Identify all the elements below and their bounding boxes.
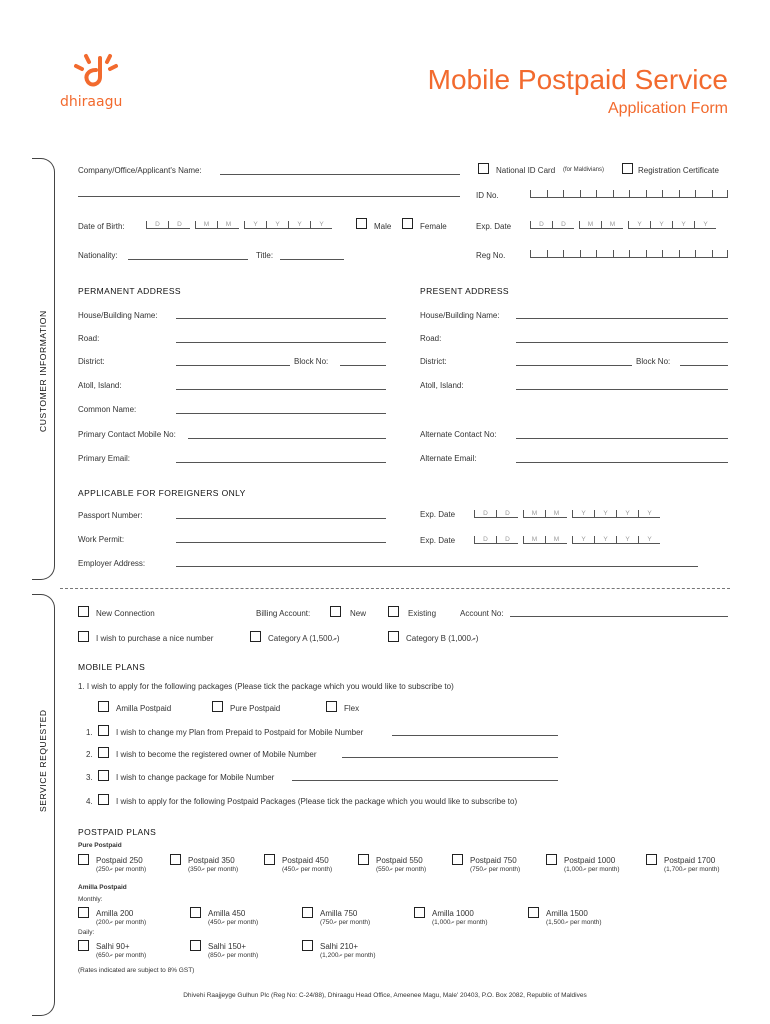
pure-plan-name-6: Postpaid 1000 [564, 856, 616, 865]
page-subtitle: Application Form [607, 100, 728, 117]
apply-postpaid-checkbox[interactable] [98, 794, 109, 805]
amilla-postpaid-label: Amilla Postpaid [116, 704, 172, 713]
postpaid-plans-heading: POSTPAID PLANS [78, 827, 157, 837]
pure-plan-price-1: (ރ250 per month) [96, 866, 147, 873]
primary-email-field[interactable] [176, 462, 386, 463]
primary-email-label: Primary Email: [78, 454, 131, 463]
daily-plan-checkbox-2[interactable] [190, 940, 201, 951]
pure-postpaid-subheading: Pure Postpaid [78, 842, 122, 849]
perm-house-field[interactable] [176, 318, 386, 319]
pure-postpaid-checkbox[interactable] [212, 701, 223, 712]
reg-no-boxes[interactable] [530, 250, 728, 258]
applicant-name-field[interactable] [220, 174, 460, 175]
prepaid-to-postpaid-checkbox[interactable] [98, 725, 109, 736]
registered-owner-checkbox[interactable] [98, 747, 109, 758]
id-no-label: ID No. [476, 191, 499, 200]
pure-plan-price-4: (ރ550 per month) [376, 866, 427, 873]
nationality-field[interactable] [128, 259, 248, 260]
billing-existing-label: Existing [408, 609, 437, 618]
pres-house-field[interactable] [516, 318, 728, 319]
category-b-checkbox[interactable] [388, 631, 399, 642]
amilla-plan-checkbox-4[interactable] [414, 907, 425, 918]
daily-plan-name-3: Salhi 210+ [320, 942, 359, 951]
pure-plan-price-3: (ރ450 per month) [282, 866, 333, 873]
pure-plan-price-7: (ރ1,700 per month) [664, 866, 720, 873]
registration-cert-checkbox[interactable] [622, 163, 633, 174]
pres-atoll-label: Atoll, Island: [420, 381, 464, 390]
perm-district-label: District: [78, 357, 105, 366]
logo-mark-icon [66, 50, 126, 96]
daily-plan-price-1: (ރ650 per month) [96, 952, 147, 959]
id-no-boxes[interactable] [530, 190, 728, 198]
dhiraagu-logo [60, 50, 140, 120]
registered-owner-label: I wish to become the registered owner of Mobile Number [116, 750, 317, 759]
daily-plan-checkbox-1[interactable] [78, 940, 89, 951]
alternate-contact-field[interactable] [516, 438, 728, 439]
amilla-postpaid-checkbox[interactable] [98, 701, 109, 712]
title-label: Title: [256, 251, 274, 260]
title-field[interactable] [280, 259, 344, 260]
page-title: Mobile Postpaid Service [427, 64, 728, 95]
pure-plan-name-5: Postpaid 750 [470, 856, 517, 865]
common-name-field[interactable] [176, 413, 386, 414]
perm-block-field[interactable] [340, 365, 386, 366]
perm-road-field[interactable] [176, 342, 386, 343]
perm-road-label: Road: [78, 334, 100, 343]
id-exp-date-label: Exp. Date [476, 222, 512, 231]
male-label: Male [374, 222, 392, 231]
reg-no-label: Reg No. [476, 251, 506, 260]
pure-plan-price-2: (ރ350 per month) [188, 866, 239, 873]
employer-address-label: Employer Address: [78, 559, 146, 568]
service-requested-label: SERVICE REQUESTED [38, 709, 48, 812]
work-permit-label: Work Permit: [78, 535, 125, 544]
plan-item-num-2: 2. [86, 750, 93, 759]
dob-boxes[interactable]: D D M M Y Y Y Y [146, 221, 332, 229]
perm-atoll-field[interactable] [176, 389, 386, 390]
account-no-label: Account No: [460, 609, 504, 618]
new-connection-checkbox[interactable] [78, 606, 89, 617]
amilla-plan-name-5: Amilla 1500 [546, 909, 588, 918]
daily-plan-price-3: (ރ1,200 per month) [320, 952, 376, 959]
common-name-label: Common Name: [78, 405, 137, 414]
primary-mobile-label: Primary Contact Mobile No: [78, 430, 176, 439]
pure-plan-checkbox-1[interactable] [78, 854, 89, 865]
amilla-plan-price-1: (ރ200 per month) [96, 919, 147, 926]
perm-house-label: House/Building Name: [78, 311, 158, 320]
employer-address-field[interactable] [176, 566, 698, 567]
category-a-checkbox[interactable] [250, 631, 261, 642]
amilla-plan-checkbox-1[interactable] [78, 907, 89, 918]
daily-subheading: Daily: [78, 929, 95, 936]
pres-block-label: Block No: [636, 357, 671, 366]
footer-text: Dhivehi Raajjeyge Gulhun Plc (Reg No: C-24/88), Dhiraagu Head Office, Ameenee Magu, Male' 20403, P.O. Box 2082, Republic of Maldives [183, 992, 587, 999]
female-label: Female [420, 222, 447, 231]
perm-atoll-label: Atoll, Island: [78, 381, 122, 390]
category-b-label: Category B (ރ1,000) [406, 634, 479, 643]
pure-plan-name-7: Postpaid 1700 [664, 856, 716, 865]
amilla-plan-checkbox-5[interactable] [528, 907, 539, 918]
monthly-subheading: Monthly: [78, 896, 103, 903]
amilla-plan-checkbox-2[interactable] [190, 907, 201, 918]
logo-wordmark: dhiraagu [60, 94, 123, 110]
change-package-field[interactable] [292, 780, 558, 781]
applicant-name-field-2[interactable] [78, 196, 460, 197]
amilla-plan-price-4: (ރ1,000 per month) [432, 919, 488, 926]
flex-label: Flex [344, 704, 360, 713]
flex-checkbox[interactable] [326, 701, 337, 712]
national-id-checkbox[interactable] [478, 163, 489, 174]
dob-label: Date of Birth: [78, 222, 125, 231]
pure-plan-name-4: Postpaid 550 [376, 856, 423, 865]
daily-plan-name-1: Salhi 90+ [96, 942, 130, 951]
applicant-name-label: Company/Office/Applicant's Name: [78, 166, 202, 175]
male-checkbox[interactable] [356, 218, 367, 229]
registered-owner-field[interactable] [342, 757, 558, 758]
alternate-email-label: Alternate Email: [420, 454, 477, 463]
work-permit-exp-label: Exp. Date [420, 536, 456, 545]
alternate-email-field[interactable] [516, 462, 728, 463]
pure-postpaid-label: Pure Postpaid [230, 704, 281, 713]
amilla-plan-name-3: Amilla 750 [320, 909, 358, 918]
gst-note: (Rates indicated are subject to 8% GST) [78, 967, 195, 974]
category-a-label: Category A (ރ1,500) [268, 634, 340, 643]
primary-mobile-field[interactable] [188, 438, 386, 439]
change-package-checkbox[interactable] [98, 770, 109, 781]
passport-field[interactable] [176, 518, 386, 519]
registration-cert-label: Registration Certificate [638, 166, 719, 175]
pure-plan-name-2: Postpaid 350 [188, 856, 235, 865]
id-exp-date-boxes[interactable]: D D M M Y Y Y Y [530, 221, 716, 229]
daily-plan-name-2: Salhi 150+ [208, 942, 247, 951]
pres-district-label: District: [420, 357, 447, 366]
nice-number-label: I wish to purchase a nice number [96, 634, 214, 643]
pure-plan-checkbox-2[interactable] [170, 854, 181, 865]
pure-plan-price-5: (ރ750 per month) [470, 866, 521, 873]
passport-exp-boxes[interactable]: D D M M Y Y Y Y [474, 510, 660, 518]
work-permit-field[interactable] [176, 542, 386, 543]
billing-account-label: Billing Account: [256, 609, 311, 618]
female-checkbox[interactable] [402, 218, 413, 229]
perm-district-field[interactable] [176, 365, 290, 366]
daily-plan-checkbox-3[interactable] [302, 940, 313, 951]
amilla-plan-name-4: Amilla 1000 [432, 909, 474, 918]
amilla-plan-name-2: Amilla 450 [208, 909, 246, 918]
alternate-contact-label: Alternate Contact No: [420, 430, 497, 439]
amilla-postpaid-subheading: Amilla Postpaid [78, 884, 127, 891]
change-package-label: I wish to change package for Mobile Number [116, 773, 275, 782]
pure-plan-checkbox-5[interactable] [452, 854, 463, 865]
new-connection-label: New Connection [96, 609, 155, 618]
passport-exp-label: Exp. Date [420, 510, 456, 519]
pure-plan-checkbox-3[interactable] [264, 854, 275, 865]
pres-district-field[interactable] [516, 365, 632, 366]
pure-plan-checkbox-6[interactable] [546, 854, 557, 865]
apply-postpaid-label: I wish to apply for the following Postpaid Packages (Please tick the package which you would like to subscribe to) [116, 797, 518, 806]
account-no-field[interactable] [510, 616, 728, 617]
passport-label: Passport Number: [78, 511, 143, 520]
foreigners-heading: APPLICABLE FOR FOREIGNERS ONLY [78, 488, 246, 498]
pres-house-label: House/Building Name: [420, 311, 500, 320]
national-id-label: National ID Card [496, 166, 556, 175]
amilla-plan-price-5: (ރ1,500 per month) [546, 919, 602, 926]
pure-plan-checkbox-4[interactable] [358, 854, 369, 865]
nice-number-checkbox[interactable] [78, 631, 89, 642]
mobile-plans-intro: 1. I wish to apply for the following packages (Please tick the package which you would like to subscribe to) [78, 682, 454, 691]
billing-new-label: New [350, 609, 367, 618]
section-divider [60, 588, 730, 589]
mobile-plans-heading: MOBILE PLANS [78, 662, 146, 672]
pure-plan-checkbox-7[interactable] [646, 854, 657, 865]
plan-item-num-4: 4. [86, 797, 93, 806]
customer-info-label: CUSTOMER INFORMATION [38, 310, 48, 432]
billing-new-checkbox[interactable] [330, 606, 341, 617]
plan-item-num-3: 3. [86, 773, 93, 782]
amilla-plan-name-1: Amilla 200 [96, 909, 134, 918]
pres-road-label: Road: [420, 334, 442, 343]
nationality-label: Nationality: [78, 251, 118, 260]
prepaid-to-postpaid-field[interactable] [392, 735, 558, 736]
work-permit-exp-boxes[interactable]: D D M M Y Y Y Y [474, 536, 660, 544]
pure-plan-price-6: (ރ1,000 per month) [564, 866, 620, 873]
billing-existing-checkbox[interactable] [388, 606, 399, 617]
pure-plan-name-3: Postpaid 450 [282, 856, 329, 865]
pres-road-field[interactable] [516, 342, 728, 343]
pres-block-field[interactable] [680, 365, 728, 366]
amilla-plan-price-3: (ރ750 per month) [320, 919, 371, 926]
permanent-address-heading: PERMANENT ADDRESS [78, 286, 181, 296]
present-address-heading: PRESENT ADDRESS [420, 286, 509, 296]
national-id-note: (for Maldivians) [563, 167, 605, 173]
plan-item-num-1: 1. [86, 728, 93, 737]
daily-plan-price-2: (ރ850 per month) [208, 952, 259, 959]
perm-block-label: Block No: [294, 357, 329, 366]
pres-atoll-field[interactable] [516, 389, 728, 390]
pure-plan-name-1: Postpaid 250 [96, 856, 143, 865]
amilla-plan-checkbox-3[interactable] [302, 907, 313, 918]
prepaid-to-postpaid-label: I wish to change my Plan from Prepaid to Postpaid for Mobile Number [116, 728, 364, 737]
amilla-plan-price-2: (ރ450 per month) [208, 919, 259, 926]
